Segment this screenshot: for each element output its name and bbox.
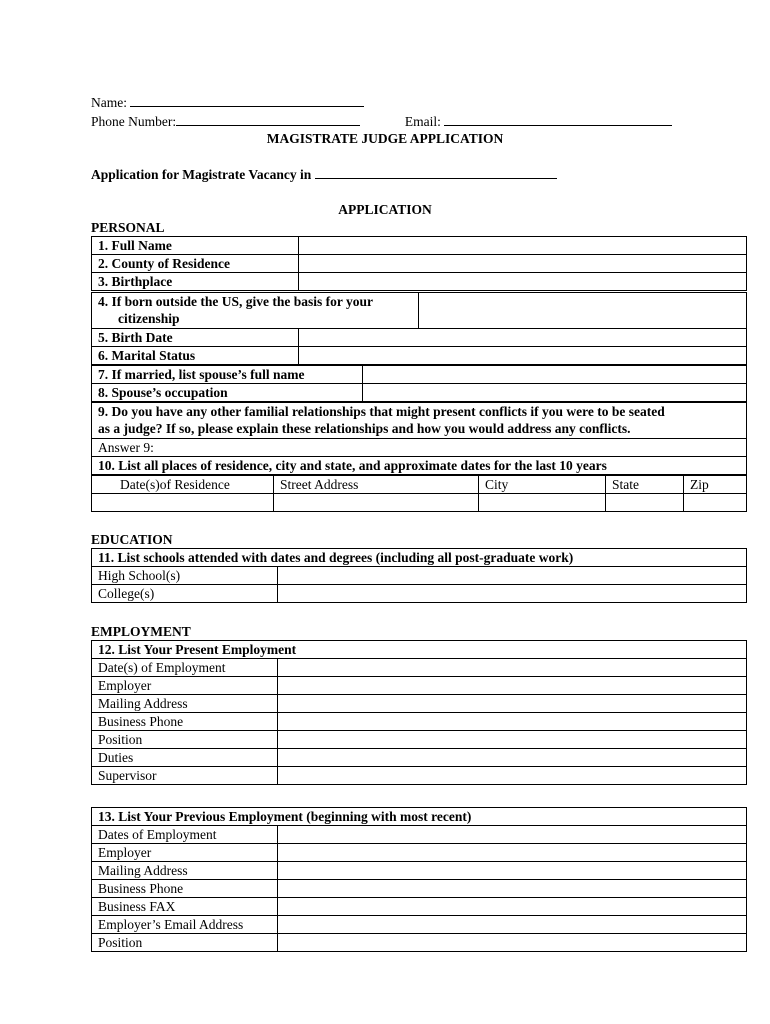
- full-name-label: 1. Full Name: [92, 237, 299, 255]
- spouse-occupation-label: 8. Spouse’s occupation: [92, 384, 363, 402]
- table-row: [92, 677, 747, 695]
- vacancy-field[interactable]: [315, 166, 557, 179]
- county-input[interactable]: [299, 255, 747, 273]
- birthplace-label: 3. Birthplace: [92, 273, 299, 291]
- spouse-occupation-input[interactable]: [363, 384, 747, 402]
- table-row: [92, 808, 747, 826]
- table-row: [92, 255, 747, 273]
- relationships-question: [92, 403, 747, 439]
- present-position-input[interactable]: [278, 731, 747, 749]
- birth-date-label: 5. Birth Date: [92, 329, 299, 347]
- table-row: [92, 641, 747, 659]
- residence-city-input[interactable]: [479, 494, 606, 512]
- vacancy-line: [91, 166, 557, 183]
- residence-dates-input[interactable]: [92, 494, 274, 512]
- email-field[interactable]: [444, 113, 672, 126]
- citizenship-label: [92, 293, 419, 329]
- table-row: [92, 749, 747, 767]
- county-label: 2. County of Residence: [92, 255, 299, 273]
- present-duties-input[interactable]: [278, 749, 747, 767]
- application-heading: APPLICATION: [338, 202, 432, 217]
- column-header: Zip: [684, 476, 747, 494]
- name-label: Name:: [91, 95, 127, 110]
- column-header: State: [606, 476, 684, 494]
- birthplace-input[interactable]: [299, 273, 747, 291]
- row-label: Position: [92, 934, 278, 952]
- full-name-input[interactable]: [299, 237, 747, 255]
- previous-email-input[interactable]: [278, 916, 747, 934]
- birth-date-input[interactable]: [299, 329, 747, 347]
- table-row: [92, 329, 747, 347]
- spouse-name-input[interactable]: [363, 366, 747, 384]
- row-label: Position: [92, 731, 278, 749]
- row-label: Mailing Address: [92, 862, 278, 880]
- table-row: [92, 403, 747, 439]
- relationships-question-line1: 9. Do you have any other familial relationships that might present conflicts if you were to be seated: [98, 404, 665, 419]
- table-row: [92, 862, 747, 880]
- marital-status-input[interactable]: [299, 347, 747, 365]
- previous-phone-input[interactable]: [278, 880, 747, 898]
- previous-position-input[interactable]: [278, 934, 747, 952]
- table-row: [92, 347, 747, 365]
- table-row: [92, 273, 747, 291]
- previous-employment-question: 13. List Your Previous Employment (beginning with most recent): [92, 808, 747, 826]
- table-row: [92, 767, 747, 785]
- residence-zip-input[interactable]: [684, 494, 747, 512]
- name-field[interactable]: [130, 94, 364, 107]
- name-line: [91, 94, 364, 111]
- personal-table-a: [91, 236, 747, 291]
- vacancy-label: Application for Magistrate Vacancy in: [91, 167, 312, 182]
- table-row: [92, 384, 747, 402]
- education-table: [91, 548, 747, 603]
- email-label: Email:: [404, 114, 441, 129]
- document-title: MAGISTRATE JUDGE APPLICATION: [266, 131, 504, 146]
- table-row: [92, 731, 747, 749]
- citizenship-label-line2: citizenship: [118, 311, 180, 326]
- row-label: Supervisor: [92, 767, 278, 785]
- residence-street-input[interactable]: [274, 494, 479, 512]
- relationships-table: [91, 402, 747, 475]
- high-school-label: High School(s): [92, 567, 278, 585]
- table-row: [92, 494, 747, 512]
- table-header-row: [92, 476, 747, 494]
- row-label: Duties: [92, 749, 278, 767]
- college-label: College(s): [92, 585, 278, 603]
- table-row: [92, 713, 747, 731]
- row-label: Date(s) of Employment: [92, 659, 278, 677]
- table-row: [92, 567, 747, 585]
- phone-label: Phone Number:: [91, 114, 177, 129]
- residence-table: [91, 475, 747, 512]
- citizenship-table: [91, 292, 747, 329]
- row-label: Employer: [92, 677, 278, 695]
- table-row: [92, 916, 747, 934]
- relationships-question-line2: as a judge? If so, please explain these relationships and how you would address any conflicts.: [98, 421, 631, 436]
- table-row: [92, 695, 747, 713]
- personal-section-title: PERSONAL: [91, 220, 165, 235]
- table-row: [92, 844, 747, 862]
- high-school-input[interactable]: [278, 567, 747, 585]
- marital-status-label: 6. Marital Status: [92, 347, 299, 365]
- answer-9-field[interactable]: Answer 9:: [92, 439, 747, 457]
- present-employment-question: 12. List Your Present Employment: [92, 641, 747, 659]
- table-row: [92, 826, 747, 844]
- present-employer-input[interactable]: [278, 677, 747, 695]
- present-dates-input[interactable]: [278, 659, 747, 677]
- row-label: Employer: [92, 844, 278, 862]
- employment-section-title: EMPLOYMENT: [91, 624, 191, 639]
- contact-line: [91, 113, 672, 130]
- table-row: [92, 457, 747, 475]
- row-label: Mailing Address: [92, 695, 278, 713]
- phone-field[interactable]: [176, 113, 360, 126]
- previous-dates-input[interactable]: [278, 826, 747, 844]
- row-label: Business Phone: [92, 880, 278, 898]
- row-label: Business Phone: [92, 713, 278, 731]
- previous-address-input[interactable]: [278, 862, 747, 880]
- column-header: Date(s)of Residence: [92, 476, 274, 494]
- column-header: City: [479, 476, 606, 494]
- table-row: [92, 549, 747, 567]
- row-label: Employer’s Email Address: [92, 916, 278, 934]
- education-question: 11. List schools attended with dates and degrees (including all post-graduate work): [92, 549, 747, 567]
- table-row: [92, 880, 747, 898]
- table-row: [92, 934, 747, 952]
- citizenship-input[interactable]: [419, 293, 747, 329]
- table-row: [92, 366, 747, 384]
- table-row: [92, 439, 747, 457]
- table-row: [92, 293, 747, 329]
- education-section-title: EDUCATION: [91, 532, 173, 547]
- present-supervisor-input[interactable]: [278, 767, 747, 785]
- present-phone-input[interactable]: [278, 713, 747, 731]
- present-address-input[interactable]: [278, 695, 747, 713]
- row-label: Business FAX: [92, 898, 278, 916]
- residence-state-input[interactable]: [606, 494, 684, 512]
- table-row: [92, 585, 747, 603]
- table-row: [92, 898, 747, 916]
- previous-fax-input[interactable]: [278, 898, 747, 916]
- college-input[interactable]: [278, 585, 747, 603]
- citizenship-label-line1: 4. If born outside the US, give the basis for your: [98, 294, 374, 309]
- column-header: Street Address: [274, 476, 479, 494]
- row-label: Dates of Employment: [92, 826, 278, 844]
- spouse-table: [91, 365, 747, 402]
- personal-table-b: [91, 328, 747, 365]
- previous-employer-input[interactable]: [278, 844, 747, 862]
- present-employment-table: [91, 640, 747, 785]
- spouse-name-label: 7. If married, list spouse’s full name: [92, 366, 363, 384]
- table-row: [92, 659, 747, 677]
- table-row: [92, 237, 747, 255]
- residence-question: 10. List all places of residence, city and state, and approximate dates for the last 10 years: [92, 457, 747, 475]
- previous-employment-table: [91, 807, 747, 952]
